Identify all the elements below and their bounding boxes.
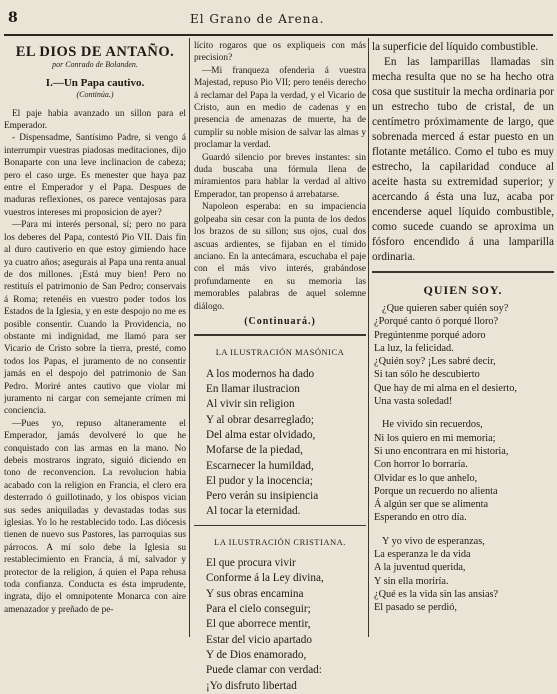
poem-line: Si uno encontrara en mi historia, xyxy=(374,445,509,457)
poem-line: Pero verán su insipiencia xyxy=(206,490,319,503)
paragraph: - Dispensadme, Santísimo Padre, si vengo á interrumpir vuestras piadosas meditaciones, dijo Bonaparte con una leve inclinacion de cabeza; pero el caso urge. Es menester que haya paz entre el Emperador y el Papa. Despues de maduras reflexiones, os parece ventajosas para vuestros intereses mi proposicion de ayer? xyxy=(4,133,186,218)
poem-title: QUIEN SOY. xyxy=(423,283,503,297)
poem-line: ¿Que quieren saber quién soy? xyxy=(382,303,509,314)
poem-line: Con horror lo borraría. xyxy=(374,459,468,471)
section-rule xyxy=(194,525,366,526)
newspaper-title: El Grano de Arena. xyxy=(190,12,325,26)
column-middle xyxy=(194,40,366,692)
poem-line: El que aborrece mentir, xyxy=(206,618,311,631)
paragraph: Guardó silencio por breves instantes: sin duda buscaba una fórmula llena de miramientos para hablar la verdad al altivo Emperador, tan propenso á arrebatarse. xyxy=(194,152,366,200)
poem-line: Para el cielo conseguir; xyxy=(206,603,311,616)
section-rule xyxy=(372,271,554,273)
poem-heading: LA ILUSTRACIÓN MASÓNICA xyxy=(215,347,345,358)
header-rule xyxy=(4,34,553,36)
poem-line: Y al obrar desarreglado; xyxy=(206,413,314,426)
poem-line: Mofarse de la piedad, xyxy=(206,444,303,457)
page-number: 8 xyxy=(8,10,18,26)
poem-line: Ni los quiero en mi memoria; xyxy=(374,432,496,444)
poem-line: Puede clamar con verdad: xyxy=(206,664,322,677)
poem-line: Olvidar es lo que anhelo, xyxy=(374,472,478,484)
continued-note: (Continúa.) xyxy=(76,90,114,100)
poem-line: Y yo vivo de esperanzas, xyxy=(382,535,485,547)
column-left xyxy=(4,40,186,637)
poem-line: ¿Qué es la vida sin las ansias? xyxy=(374,588,499,600)
poem-line: Al tocar la eternidad. xyxy=(206,505,301,518)
page-header xyxy=(0,10,557,32)
poem-line: Á algún ser que se alimenta xyxy=(374,499,489,511)
paragraph: —Mi franqueza ofenderia á vuestra Majestad, repuso Pio VII; pero tenéis derecho á reclamar del Papa la verdad, y el Vicario de Cristo, aun en medio de cadenas y en presencia de amenazas de muerte, ha de cumplir su noble mision de salvar las almas y proclamar la verdad. xyxy=(194,65,366,151)
poem-heading: LA ILUSTRACIÓN CRISTIANA. xyxy=(214,536,346,547)
continuara-note: (Continuará.) xyxy=(244,315,316,327)
poem-line: A los modernos ha dado xyxy=(206,367,315,380)
poem-line: Escarnecer la humildad, xyxy=(206,459,314,472)
poem-line: Esperando en otro día. xyxy=(374,512,467,524)
poem-line: La luz, la felicidad. xyxy=(374,342,454,354)
paragraph: —Para mi interés personal, sí; pero no para los deberes del Papa, contestó Pio VII. Dais fin al duro cautiverio en que estoy gimiendo hace ya cuatro años; asegurais al Papa una renta anual de dos millones. ¡Está muy bien! Pero no restituís el patrimonio de San Pedro; conservais á Roma; retenéis en vuestro poder todos los Estados de la Iglesia, y en este despojo no me es posible consentir. Cuando la Providencia, no obstante mi indignidad, me llamó para ser Vicario de Cristo sobre la tierra, presté, como todos los Papas, el juramento de no consentir jamás en el despojo del patrimonio de San Pedro. Moriré antes cautivo que violar mi juramento ni cargar con semejante crímen mi conciencia. xyxy=(4,220,186,417)
paragraph: Napoleon esperaba: en su impaciencia golpeaba sin cesar con la punta de los dedos los brazos de su sillon; sus ojos, cual dos ascuas ardientes, se fijaban en el tímido anciano. En la antecámara, escuchaba el paje con el más vivo interés, grabándose profundamente en su memoria las memorables palabras de aquel solemne diálogo. xyxy=(194,202,366,312)
poem-line: ¿Quién soy? ¡Les sabré decir, xyxy=(374,356,496,368)
poem-line: En llamar ilustracion xyxy=(206,383,300,396)
article-byline: por Conrado de Bolanden. xyxy=(52,60,138,70)
poem-line: ¡Yo disfruto libertad xyxy=(206,679,297,692)
paragraph: El paje habia avanzado un sillon para el Emperador. xyxy=(4,108,186,132)
poem-line: Una vasta soledad! xyxy=(374,396,453,408)
paragraph: En las lamparillas llamadas sin mecha resulta que no se ha hecho otra cosa que sustituir la mecha ordinaria por un estrecho tubo de cristal, de un centímetro próximamente de largo, que sobrenada merced á estar puesto en un flotante metálico. Como el tubo es muy estrecho, la capilaridad conduce al aceite hasta su extremidad superior; y acercando á ésta una luz, acaba por encenderse aquel líquido combustible, como sucede cuando se aproxima un fósforo encendido á una lamparilla ordinaria. xyxy=(372,56,554,263)
poem-line: Y sus obras encamina xyxy=(206,587,304,600)
poem-line: Estar del vicio apartado xyxy=(206,633,312,646)
paragraph: la superficie del líquido combustible. xyxy=(372,41,539,53)
article-title: EL DIOS DE ANTAÑO. xyxy=(15,44,175,60)
poem-line: Del alma estar olvidado, xyxy=(206,428,316,441)
poem-line: Y sin ella moriría. xyxy=(374,575,449,587)
column-divider xyxy=(189,38,190,637)
poem-line: La esperanza le da vida xyxy=(374,549,471,561)
paragraph: lícito rogaros que os expliqueis con más precision? xyxy=(194,41,366,64)
poem-line: Pregúntenme porqué adoro xyxy=(374,329,486,341)
poem-line: El pudor y la inocencia; xyxy=(206,474,313,487)
poem-line: El que procura vivir xyxy=(206,557,296,570)
poem-line: Si tan sólo he descubierto xyxy=(374,369,480,381)
poem-line: ¿Porqué canto ó porqué lloro? xyxy=(374,316,499,328)
poem-line: Porque un recuerdo no alienta xyxy=(374,485,498,497)
column-right xyxy=(372,40,554,637)
poem-line: Al vivir sin religion xyxy=(206,398,295,411)
poem-line: Y de Dios enamorado, xyxy=(206,648,307,661)
poem-line: El pasado se perdió, xyxy=(374,602,457,614)
poem-line: Conforme á la Ley divina, xyxy=(206,572,324,585)
paragraph: —Pues yo, repuso altaneramente el Emperador, jamás devolveré lo que he conquistado con las armas en la mano. No debeis mostraros ingrato, siguió diciendo en tono de reconvencion. La revolucion habia acabado con la religion en Francia, el clero era desterrado ó guillotinado, y los obispos vician sus sedes aniquiladas y devastadas todas sus iglesias. Yo lo he restablecido todo. Las diócesis tienen de nuevo sus Pastores, las parroquias sus párrocos. A mí solo debe la Iglesia su restablecimiento en Francia, á mí, salvador y protector de la religion, á quien el Papa rehusa toda confianza. Conducta es ésta imprudente, ingrata, dijo el omnipotente Monarca con aire amenazador y preñado de pe- xyxy=(4,418,186,615)
poem-line: He vivido sin recuerdos, xyxy=(382,419,483,431)
poem-line: Que hay de mi alma en el desierto, xyxy=(374,382,517,394)
poem-line: A la juventud querida, xyxy=(374,562,466,574)
column-divider xyxy=(368,38,369,637)
section-rule xyxy=(194,334,366,336)
chapter-heading: I.—Un Papa cautivo. xyxy=(45,76,145,89)
